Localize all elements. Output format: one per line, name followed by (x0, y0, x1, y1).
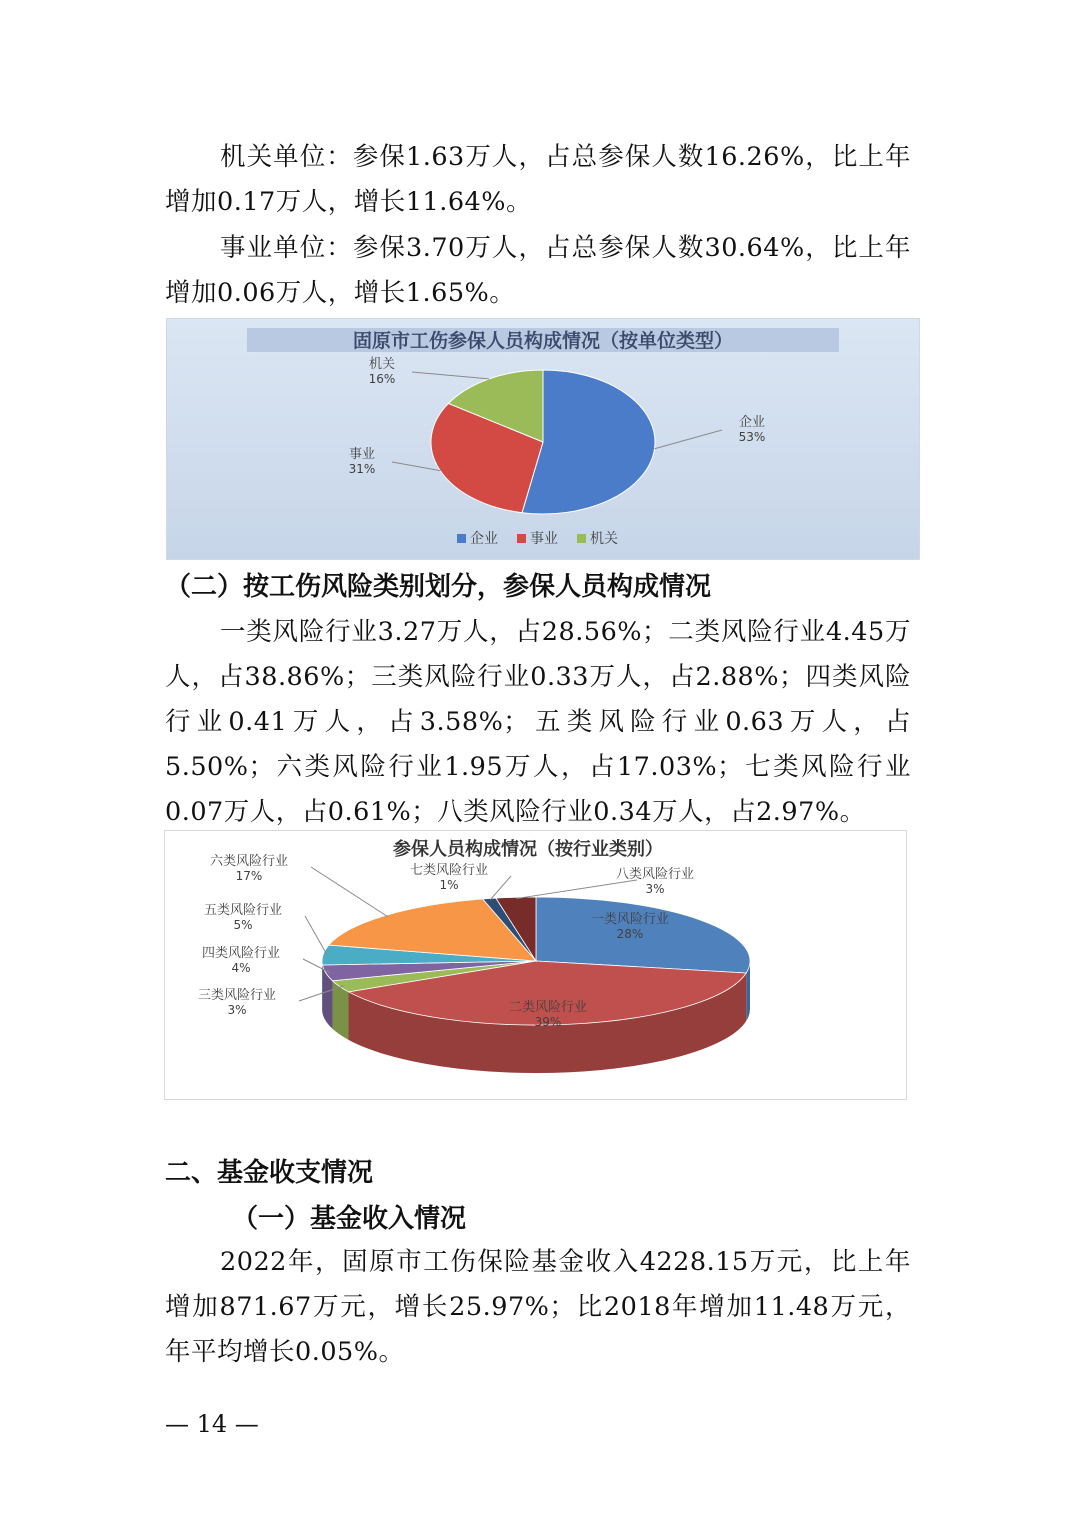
slice-category-label-3: 三类风险行业 (197, 988, 277, 1003)
slice-value-label-2: 31% (348, 462, 376, 476)
leader-line-3 (412, 372, 489, 379)
subsection-heading-fund-income: （一）基金收入情况 (232, 1204, 467, 1234)
section-heading-risk-category: （二）按工伤风险类别划分，参保人员构成情况 (165, 572, 712, 602)
slice-value-label-2: 39% (534, 1015, 562, 1029)
slice-value-label-8: 3% (645, 882, 665, 896)
leader-line-7 (490, 876, 511, 900)
pie-chart-industry-category (164, 830, 907, 1100)
chart-title: 参保人员构成情况（按行业类别） (393, 839, 663, 860)
slice-category-label-7: 七类风险行业 (409, 863, 489, 878)
slice-category-label-3: 机关 (368, 357, 396, 372)
paragraph-risk-categories: 一类风险行业3.27万人，占28.56%；二类风险行业4.45万人，占38.86%；三类风险行业0.33万人，占2.88%；四类风险行业0.41万人，占3.58%；五类风险行业0.63万人，占5.50%；六类风险行业1.95万人，占17.03%；七类风险行业0.07万人，占0.61%；八类风险行业0.34万人，占2.97%。 (165, 617, 911, 827)
chart-title: 固原市工伤参保人员构成情况（按单位类型） (352, 330, 734, 352)
slice-category-label-2: 事业 (348, 447, 376, 462)
slice-value-label-3: 16% (368, 372, 396, 386)
paragraph-fund-income: 2022年，固原市工伤保险基金收入4228.15万元，比上年增加871.67万元，增长25.97%；比2018年增加11.48万元，年平均增长0.05%。 (165, 1247, 911, 1367)
legend-label-1: 企业 (470, 531, 498, 547)
slice-category-label-6: 六类风险行业 (209, 854, 289, 869)
leader-line-1 (655, 430, 722, 449)
slice-category-label-2: 二类风险行业 (508, 1000, 588, 1015)
section-heading-fund: 二、基金收支情况 (165, 1158, 374, 1188)
pie-chart-industry-category-svg (165, 831, 906, 1099)
slice-category-label-1: 企业 (738, 415, 766, 430)
slice-value-label-1: 53% (738, 430, 766, 444)
leader-line-2 (392, 462, 440, 471)
slice-value-label-7: 1% (439, 878, 459, 892)
paragraph-public-institutions: 事业单位：参保3.70万人，占总参保人数30.64%，比上年增加0.06万人，增长1.65%。 (165, 233, 911, 308)
slice-value-label-1: 28% (616, 927, 644, 941)
legend-label-3: 机关 (590, 531, 618, 547)
leader-line-8 (516, 880, 637, 899)
leader-line-6 (311, 867, 388, 917)
slice-category-label-5: 五类风险行业 (203, 903, 283, 918)
legend-swatch-2 (517, 534, 526, 543)
pie-chart-unit-type (166, 318, 920, 560)
leader-line-5 (305, 916, 327, 955)
slice-value-label-3: 3% (227, 1003, 247, 1017)
page-number: — 14 — (165, 1410, 259, 1438)
slice-value-label-5: 5% (233, 918, 253, 932)
legend-swatch-3 (577, 534, 586, 543)
slice-value-label-4: 4% (231, 961, 251, 975)
legend-swatch-1 (457, 534, 466, 543)
slice-value-label-6: 17% (235, 869, 263, 883)
paragraph-government-units: 机关单位：参保1.63万人，占总参保人数16.26%，比上年增加0.17万人，增长11.64%。 (165, 142, 911, 217)
pie-chart-unit-type-svg (167, 319, 919, 559)
slice-category-label-1: 一类风险行业 (590, 912, 670, 927)
slice-category-label-4: 四类风险行业 (201, 946, 281, 961)
legend-label-2: 事业 (530, 531, 558, 547)
slice-category-label-8: 八类风险行业 (615, 867, 695, 882)
